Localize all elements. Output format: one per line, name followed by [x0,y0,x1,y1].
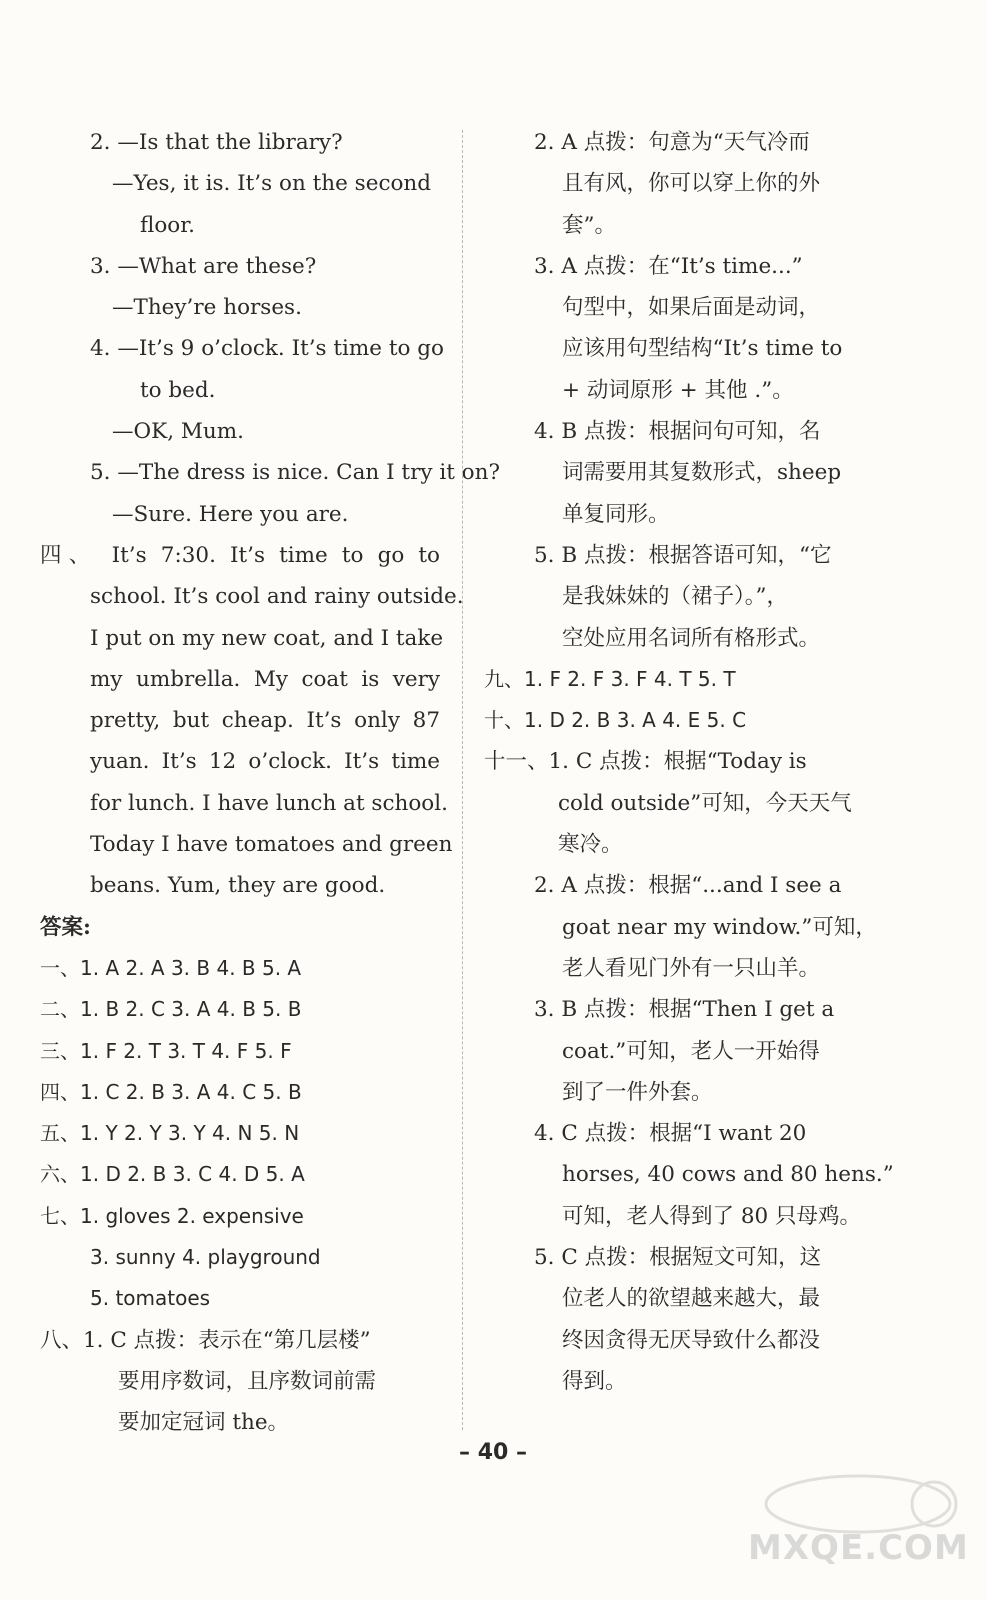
text-line: 六、1. D 2. B 3. C 4. D 5. A [40,1162,305,1187]
text-line: 2. —Is that the library? [90,130,343,155]
text-line: for lunch. I have lunch at school. [90,790,448,816]
text-line: 套”。 [562,212,616,238]
left-column [40,122,501,1444]
text-line: 2. A 点拨：根据“...and I see a [534,873,842,899]
text-line: 要加定冠词 the。 [118,1410,290,1436]
text-line: floor. [140,212,195,238]
text-line: yuan. It’s 12 o’clock. It’s time [90,749,440,775]
text-line: 且有风，你可以穿上你的外 [562,171,821,197]
watermark-text: MXQE.COM [748,1528,969,1568]
text-line: I put on my new coat, and I take [90,625,444,651]
text-line: coat.”可知，老人一开始得 [562,1038,820,1064]
text-line: 二、1. B 2. C 3. A 4. B 5. B [40,997,302,1022]
page-number: – 40 – [459,1440,527,1465]
text-line: Today I have tomatoes and green [90,832,453,858]
text-line: 4. B 点拨：根据问句可知，名 [534,419,821,445]
text-line: 5. C 点拨：根据短文可知，这 [534,1245,822,1271]
text-line: —Sure. Here you are. [112,501,349,527]
watermark-logo [748,1470,968,1590]
text-line: 三、1. F 2. T 3. T 4. F 5. F [40,1038,292,1063]
text-line: 位老人的欲望越来越大，最 [562,1286,821,1312]
text-line: 3. —What are these? [90,253,317,279]
text-line: 七、1. gloves 2. expensive [40,1203,304,1228]
text-line: —OK, Mum. [112,419,244,445]
text-line: 3. A 点拨：在“It’s time...” [534,253,803,279]
text-line: cold outside”可知，今天天气 [558,790,852,816]
text-line: pretty, but cheap. It’s only 87 [90,708,440,734]
text-line: 到了一件外套。 [562,1079,713,1105]
text-line: + 动词原形 + 其他 .”。 [562,377,794,403]
text-line: 空处应用名词所有格形式。 [562,625,821,651]
text-line: —They’re horses. [112,295,302,321]
text-line: —Yes, it is. It’s on the second [112,171,432,197]
text-line: 一、1. A 2. A 3. B 4. B 5. A [40,955,302,980]
text-line: 应该用句型结构“It’s time to [562,336,843,362]
text-line: 要用序数词，且序数词前需 [118,1368,377,1394]
text-line: horses, 40 cows and 80 hens.” [562,1162,894,1188]
column-divider [462,130,463,1430]
text-line: 八、1. C 点拨：表示在“第几层楼” [40,1327,371,1353]
text-line: 单复同形。 [562,501,670,527]
text-line: 3. sunny 4. playground [90,1245,321,1270]
text-line: 4. C 点拨：根据“I want 20 [534,1121,807,1147]
text-line: 九、1. F 2. F 3. F 4. T 5. T [484,666,736,691]
text-line: 十一、1. C 点拨：根据“Today is [484,749,807,775]
text-line: 3. B 点拨：根据“Then I get a [534,997,835,1023]
text-line: to bed. [140,377,216,403]
text-line: 词需要用其复数形式，sheep [562,460,842,486]
text-line: 答案: [40,914,91,940]
text-line: goat near my window.”可知， [562,914,877,940]
right-column [484,122,894,1402]
text-line: 四、1. C 2. B 3. A 4. C 5. B [40,1079,302,1104]
text-line: 五、1. Y 2. Y 3. Y 4. N 5. N [40,1121,300,1146]
text-line: 5. B 点拨：根据答语可知，“它 [534,542,832,568]
text-line: 5. tomatoes [90,1286,211,1311]
text-line: 终因贪得无厌导致什么都没 [562,1327,821,1353]
text-line: 5. —The dress is nice. Can I try it on? [90,460,501,486]
text-line: 四、 It’s 7:30. It’s time to go to [40,542,440,568]
text-line: 4. —It’s 9 o’clock. It’s time to go [90,336,444,362]
text-line: 句型中，如果后面是动词， [562,295,821,321]
text-line: 得到。 [562,1368,627,1394]
text-line: 是我妹妹的（裙子）。”， [562,584,788,610]
text-line: my umbrella. My coat is very [90,666,440,692]
text-line: 十、1. D 2. B 3. A 4. E 5. C [484,708,747,733]
text-line: school. It’s cool and rainy outside. [90,584,464,610]
text-line: 寒冷。 [558,832,623,858]
text-line: 可知，老人得到了 80 只母鸡。 [562,1203,862,1229]
text-line: 2. A 点拨：句意为“天气冷而 [534,130,810,155]
text-line: 老人看见门外有一只山羊。 [562,955,821,981]
text-line: beans. Yum, they are good. [90,873,386,899]
